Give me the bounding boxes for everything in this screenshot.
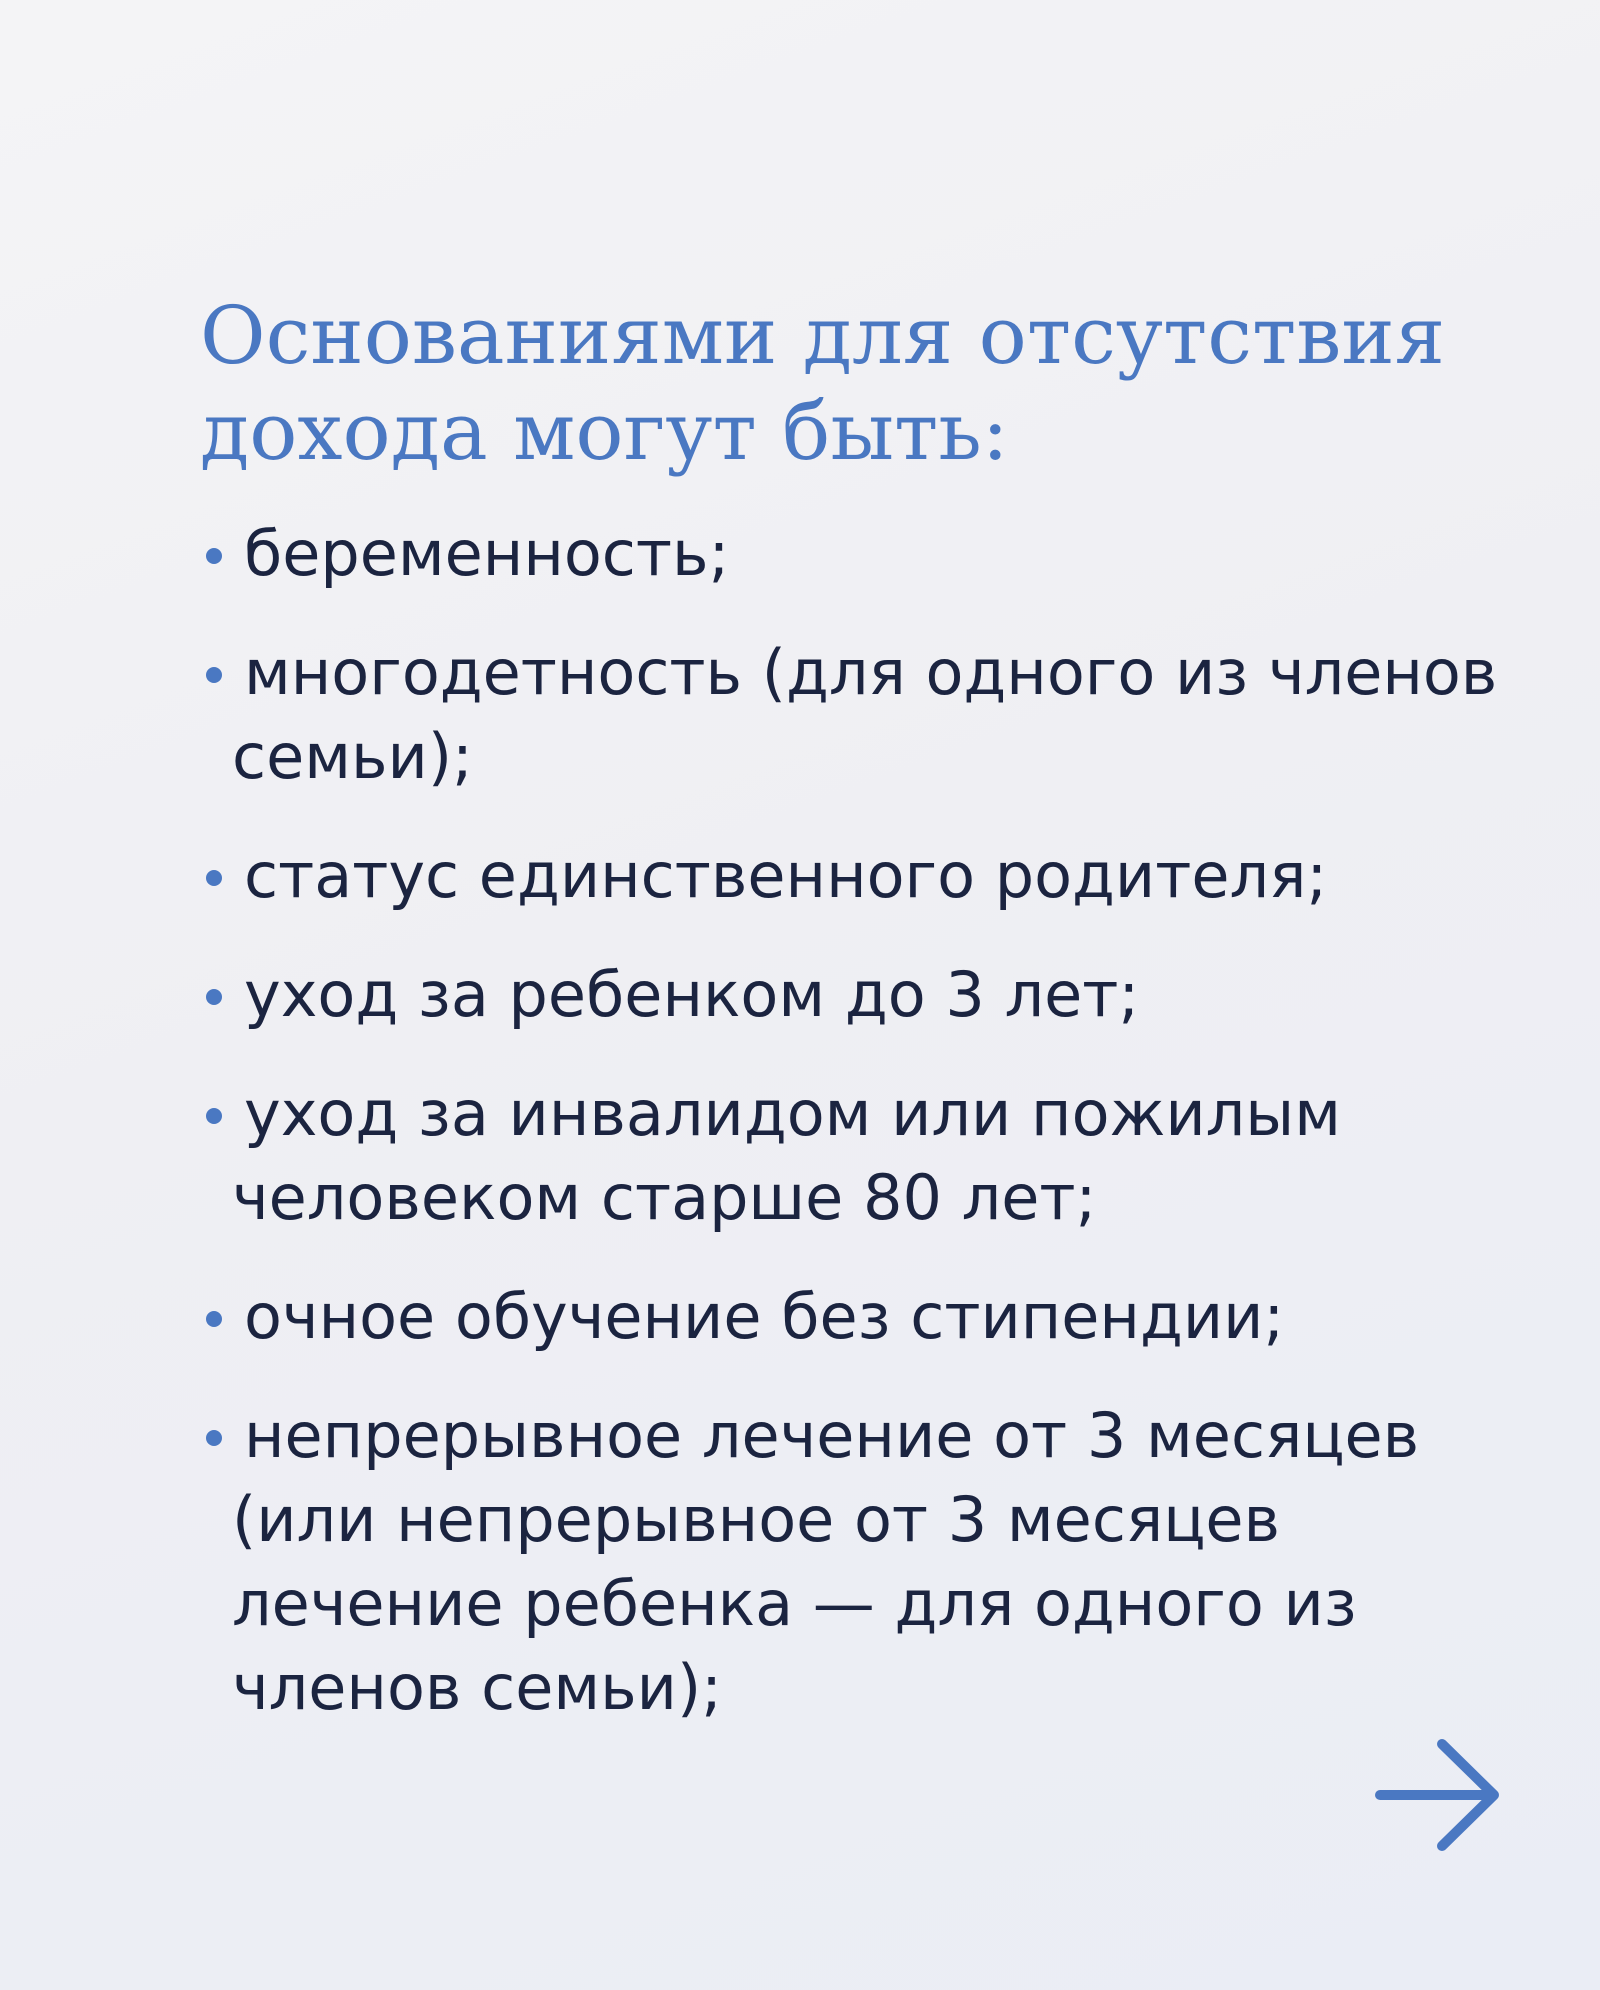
list-item [200, 1275, 1480, 1359]
bullet-dot-icon [206, 667, 222, 683]
bullet-dot-icon [206, 1430, 222, 1446]
bullet-dot-icon [206, 548, 222, 564]
list-item-text: беременность; [244, 517, 730, 590]
bullet-dot-icon [206, 870, 222, 886]
list-item-text: уход за инвалидом или пожилым [244, 1077, 1342, 1150]
list-item [200, 631, 1498, 799]
list-item-text: человеком старше 80 лет; [232, 1161, 1097, 1234]
list-item [200, 1072, 1480, 1240]
reasons-list [200, 512, 1498, 1765]
list-item-text: семьи); [232, 720, 473, 793]
list-item [200, 512, 1480, 596]
list-item [200, 1394, 1480, 1730]
list-item [200, 953, 1480, 1037]
arrow-right-icon[interactable] [1374, 1734, 1506, 1856]
bullet-dot-icon [206, 1108, 222, 1124]
title-line: Основаниями для отсутствия [200, 289, 1446, 382]
list-item-text: (или непрерывное от 3 месяцев [232, 1483, 1281, 1556]
bullet-dot-icon [206, 989, 222, 1005]
list-item-text: уход за ребенком до 3 лет; [244, 958, 1140, 1031]
list-item [200, 834, 1480, 918]
list-item-text: многодетность (для одного из членов [244, 636, 1498, 709]
list-item-text: очное обучение без стипендии; [244, 1280, 1285, 1353]
list-item-text: статус единственного родителя; [244, 839, 1328, 912]
list-item-text: членов семьи); [232, 1651, 723, 1724]
list-item-text: непрерывное лечение от 3 месяцев [244, 1399, 1420, 1472]
title-line: дохода могут быть: [200, 385, 1009, 478]
bullet-dot-icon [206, 1311, 222, 1327]
list-item-text: лечение ребенка — для одного из [232, 1567, 1357, 1640]
page-title [200, 288, 1460, 480]
